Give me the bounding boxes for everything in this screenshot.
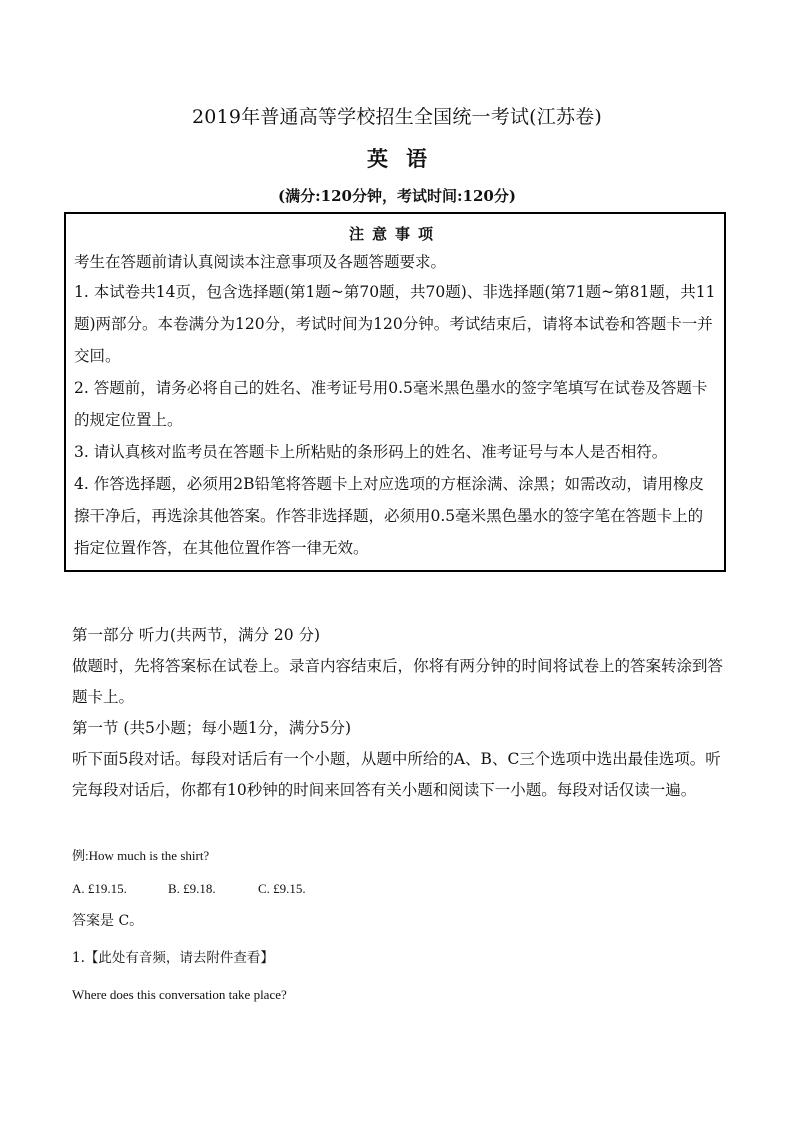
notice-title: 注意事项 (348, 225, 441, 243)
notice-item-2: 2. 答题前，请务必将自己的姓名、准考证号用0.5毫米黑色墨水的签字笔填写在试卷及答题卡的规定位置上。 (74, 379, 708, 429)
question-1-label: 1.【此处有音频，请去附件查看】 (72, 950, 274, 966)
section1-heading: 第一节 (共5小题；每小题1分，满分5分) (72, 719, 352, 737)
example-answer: 答案是 C。 (72, 913, 144, 929)
section1-instruction: 听下面5段对话。每段对话后有一个小题，从题中所给的A、B、C三个选项中选出最佳选项。听完每段对话后，你都有10秒钟的时间来回答有关小题和阅读下一小题。每段对话仅读一遍。 (72, 750, 721, 799)
example-option-b: B. £9.18. (168, 881, 216, 896)
part1-heading: 第一部分 听力(共两节，满分 20 分) (72, 626, 321, 644)
example-question: 例:How much is the shirt? (72, 848, 210, 863)
notice-item-3: 3. 请认真核对监考员在答题卡上所粘贴的条形码上的姓名、准考证号与本人是否相符。 (74, 443, 668, 461)
score-info: (满分:120分钟，考试时间:120分) (278, 187, 516, 205)
example-option-c: C. £9.15. (258, 881, 306, 896)
notice-box (64, 212, 726, 572)
example-options (72, 880, 732, 898)
notice-intro: 考生在答题前请认真阅读本注意事项及各题答题要求。 (74, 253, 447, 271)
example-option-a: A. £19.15. (72, 881, 127, 896)
part1-section (72, 620, 732, 806)
exam-title: 2019年普通高等学校招生全国统一考试(江苏卷) (192, 106, 602, 128)
question-1-text: Where does this conversation take place? (72, 987, 287, 1002)
subject-title: 英语 (367, 146, 445, 171)
notice-item-1: 1. 本试卷共14页，包含选择题(第1题~第70题，共70题)、非选择题(第71题~第81题，共11题)两部分。本卷满分为120分，考试时间为120分钟。考试结束后，请将本试卷和答题卡一并交回。 (74, 283, 716, 365)
part1-instruction: 做题时，先将答案标在试卷上。录音内容结束后，你将有两分钟的时间将试卷上的答案转涂到答题卡上。 (72, 657, 724, 706)
notice-item-4: 4. 作答选择题，必须用2B铅笔将答题卡上对应选项的方框涂满、涂黑；如需改动，请用橡皮擦干净后，再选涂其他答案。作答非选择题，必须用0.5毫米黑色墨水的签字笔在答题卡上的指定位置作答，在其他位置作答一律无效。 (74, 475, 704, 557)
